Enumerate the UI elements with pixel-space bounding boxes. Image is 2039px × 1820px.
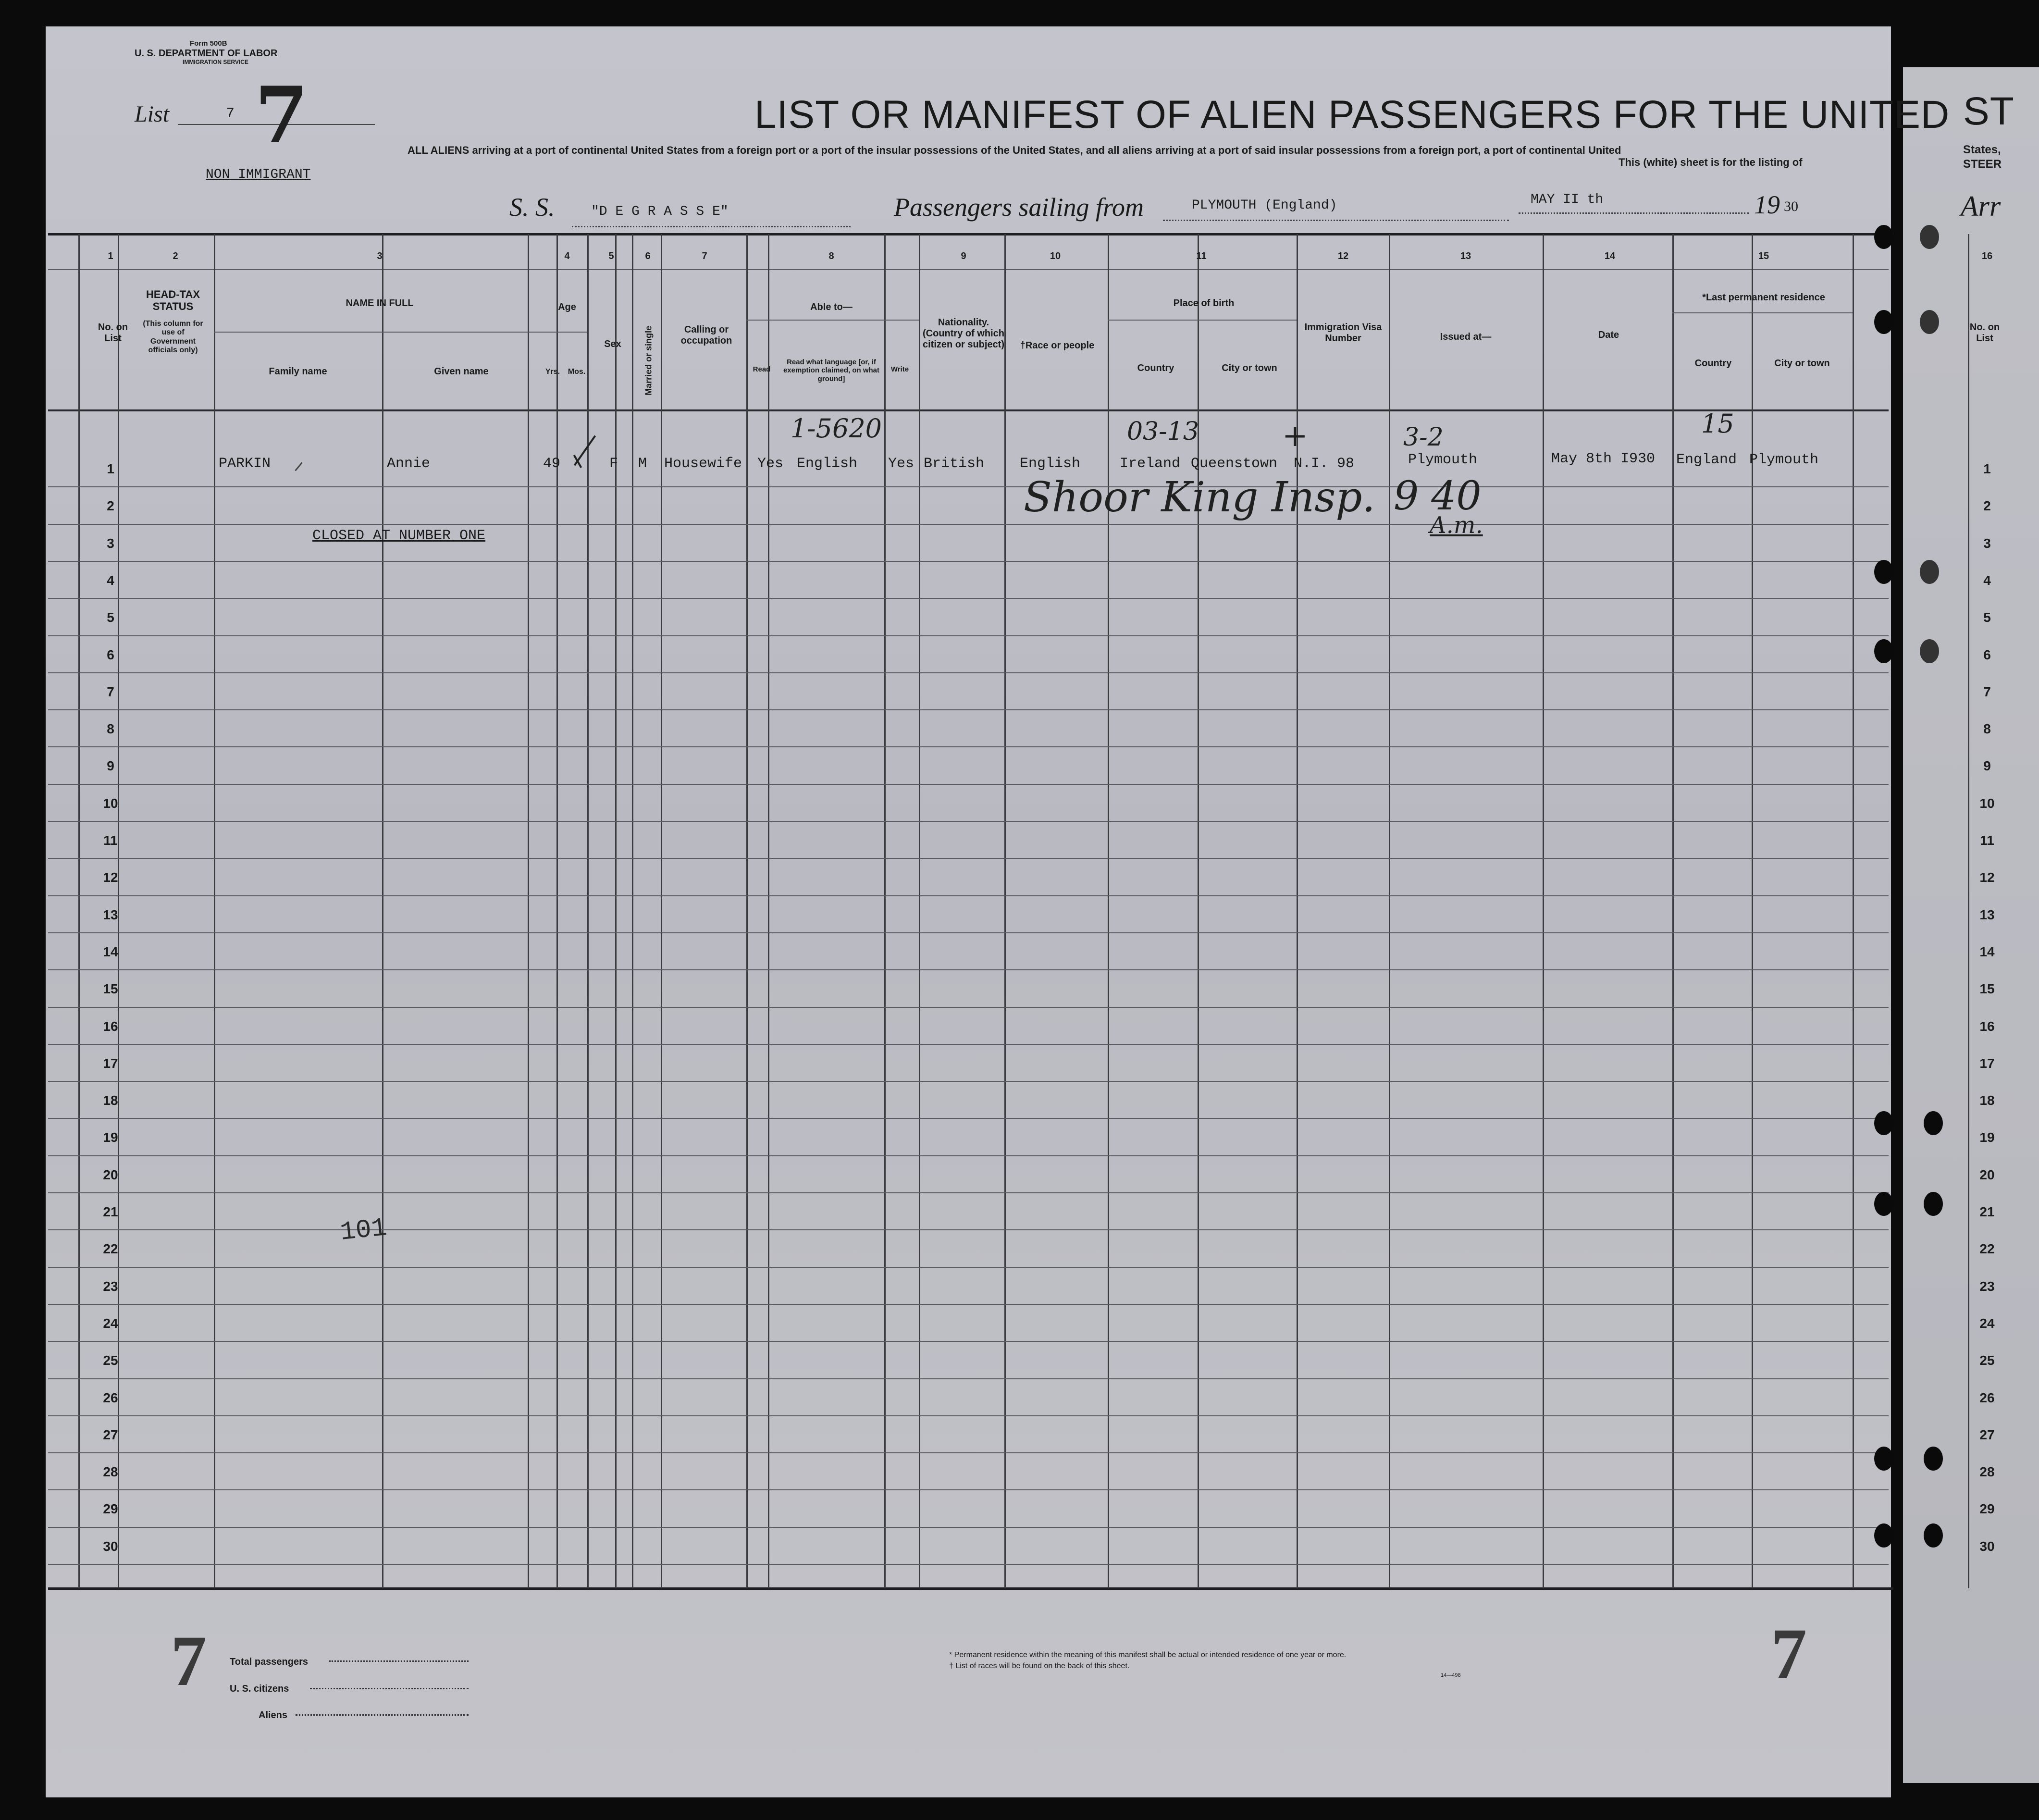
subtitle-2: This (white) sheet is for the listing of	[1619, 156, 1803, 168]
binding-hole	[1874, 1447, 1893, 1471]
column-line	[214, 234, 215, 1588]
colnum-6: 6	[645, 251, 651, 261]
row-number: 18	[103, 1093, 118, 1108]
colnum-7: 7	[702, 251, 707, 261]
row-number: 2	[107, 498, 114, 513]
column-line	[661, 234, 662, 1588]
footer-hand-7-left: 7	[171, 1621, 207, 1701]
column-line	[746, 234, 748, 1588]
colnum-12: 12	[1337, 251, 1349, 261]
sex: F	[609, 456, 618, 472]
occupation: Housewife	[664, 456, 742, 472]
row-number: 22	[103, 1241, 118, 1256]
year-suffix: 30	[1784, 198, 1798, 214]
port-underline	[1163, 219, 1509, 221]
ship-name: "D E G R A S S E"	[591, 204, 729, 219]
colnum-11: 11	[1196, 251, 1207, 261]
hdr-place-of-birth: Place of birth	[1173, 298, 1235, 309]
row-number: 23	[1979, 1279, 1995, 1294]
hdr-family-name: Family name	[269, 366, 327, 377]
row-line	[48, 486, 1889, 487]
visa-annotation: +	[1282, 418, 1308, 454]
hdr-read: Read	[753, 365, 771, 373]
given-name: Annie	[387, 456, 431, 472]
column-line	[632, 234, 633, 1588]
hdr-lr-country: Country	[1694, 358, 1732, 369]
row-number: 24	[103, 1316, 118, 1331]
row-line	[48, 1415, 1889, 1416]
marital-status: M	[638, 456, 647, 472]
row-number: 30	[1979, 1539, 1995, 1554]
row-number: 16	[1979, 1019, 1995, 1034]
colnum-15: 15	[1758, 251, 1769, 261]
sailing-label: Passengers sailing from	[894, 193, 1144, 222]
row-number: 27	[103, 1427, 118, 1442]
row-line	[48, 969, 1889, 970]
binding-hole	[1920, 560, 1939, 584]
row-number: 11	[103, 833, 118, 848]
row-number: 12	[1979, 870, 1995, 885]
ss-label: S. S.	[509, 193, 555, 222]
hdr-given-name: Given name	[434, 366, 489, 377]
hdr-able-to: Able to—	[810, 302, 853, 312]
row-number: 22	[1979, 1241, 1995, 1256]
hdr-read-language: Read what language [or, if exemption claimed, on what ground]	[783, 358, 880, 383]
colnum-5: 5	[608, 251, 614, 261]
row-number: 26	[103, 1390, 118, 1405]
hdr-issued-at: Issued at—	[1440, 332, 1492, 342]
row-number: 13	[103, 907, 118, 922]
hdr-visa-number: Immigration Visa Number	[1304, 322, 1382, 344]
subheader-line	[1108, 320, 1297, 321]
hdr-age: Age	[558, 302, 576, 312]
colnum-8: 8	[828, 251, 834, 261]
row-number: 9	[1983, 758, 1991, 773]
row-number: 24	[1979, 1316, 1995, 1331]
colnum-16: 16	[1981, 251, 1993, 261]
aliens-label: Aliens	[259, 1710, 288, 1721]
date-underline	[1519, 211, 1749, 214]
row-line	[48, 895, 1889, 896]
row-number: 8	[107, 721, 114, 736]
hdr-race: †Race or people	[1020, 340, 1095, 351]
row-line	[48, 524, 1889, 525]
hdr-name-in-full: NAME IN FULL	[346, 298, 414, 309]
ship-underline	[572, 225, 851, 227]
row-number: 6	[107, 647, 114, 662]
hdr-last-residence: *Last permanent residence	[1702, 292, 1825, 303]
row-line	[48, 858, 1889, 859]
total-passengers-line	[329, 1660, 469, 1662]
age-years: 49	[543, 456, 561, 472]
column-line	[1004, 234, 1006, 1588]
row-line	[48, 1341, 1889, 1342]
table-bottom-border	[48, 1587, 1893, 1590]
column-line	[884, 234, 886, 1588]
row-line	[48, 1155, 1889, 1156]
colnum-13: 13	[1460, 251, 1471, 261]
issued-at: Plymouth	[1408, 452, 1478, 468]
column-line	[768, 234, 769, 1588]
binding-hole	[1874, 1111, 1893, 1135]
row-line	[48, 635, 1889, 636]
total-passengers-label: Total passengers	[230, 1657, 309, 1667]
list-typed: 7	[226, 106, 235, 122]
subtitle-1: ALL ALIENS arriving at a port of continental United States from a foreign port or a port of the insular possessions of the United States, and all aliens arriving at a port of said insular possessions from a foreign port, a port of continental United	[408, 144, 1621, 156]
birth-country: Ireland	[1120, 456, 1181, 472]
row-number: 21	[103, 1204, 118, 1219]
inspector-signature: Shoor King Insp.	[1024, 473, 1375, 521]
right-sheet-sub-1: States,	[1963, 143, 2001, 156]
year-prefix: 19	[1754, 190, 1780, 219]
row-line	[48, 709, 1889, 710]
row-line	[48, 1489, 1889, 1490]
column-line	[1672, 234, 1674, 1588]
right-sheet-sub-2: STEER	[1963, 158, 2002, 171]
hdr-birth-city: City or town	[1222, 363, 1277, 373]
row-number: 20	[103, 1167, 118, 1182]
binding-hole	[1874, 310, 1893, 334]
row-line	[48, 1267, 1889, 1268]
list-handwritten: 7	[255, 70, 309, 160]
residence-country: England	[1676, 452, 1737, 468]
column-line	[1108, 234, 1109, 1588]
row-line	[48, 1007, 1889, 1008]
row-line	[48, 746, 1889, 747]
row-number: 14	[1979, 944, 1995, 959]
binding-hole	[1874, 1192, 1893, 1216]
manifest-title: LIST OR MANIFEST OF ALIEN PASSENGERS FOR THE UNITED	[754, 93, 1950, 136]
hdr-no-on-list-right: No. on List	[1969, 322, 2000, 344]
binding-hole	[1874, 639, 1893, 663]
binding-hole	[1874, 560, 1893, 584]
binding-hole	[1924, 1111, 1943, 1135]
column-line	[556, 234, 558, 1588]
hdr-nationality: Nationality. (Country of which citizen or subject)	[922, 317, 1005, 350]
binding-hole	[1874, 1523, 1893, 1548]
binding-hole	[1924, 1447, 1943, 1471]
nationality: British	[924, 456, 985, 472]
row-line	[48, 1564, 1889, 1565]
row-number: 17	[103, 1056, 118, 1071]
column-line	[1853, 234, 1854, 1588]
row-number: 3	[107, 536, 114, 551]
footnote-residence: * Permanent residence within the meaning of this manifest shall be actual or intended residence of one year or more.	[949, 1651, 1347, 1659]
hdr-sex: Sex	[604, 339, 621, 349]
us-citizens-line	[310, 1688, 469, 1689]
departure-port: PLYMOUTH (England)	[1192, 198, 1337, 213]
colnum-3: 3	[377, 251, 383, 261]
read-language: English	[797, 456, 858, 472]
inspection-time: 9 40	[1394, 473, 1482, 519]
residence-annotation: 15	[1701, 409, 1734, 439]
row-number: 13	[1979, 907, 1995, 922]
row-line	[48, 672, 1889, 673]
row-line	[48, 561, 1889, 562]
row-number: 5	[1983, 610, 1991, 625]
hdr-date: Date	[1598, 330, 1619, 340]
colnum-1: 1	[108, 251, 113, 261]
row-line	[48, 784, 1889, 785]
row-number: 29	[103, 1501, 118, 1516]
row-number: 14	[103, 944, 118, 959]
list-label: List	[135, 101, 170, 127]
colnum-10: 10	[1050, 251, 1061, 261]
row-number: 7	[107, 684, 114, 699]
row-number: 11	[1980, 833, 1994, 848]
binding-hole	[1874, 225, 1893, 249]
row-number: 25	[103, 1353, 118, 1368]
row-number: 29	[1979, 1501, 1995, 1516]
column-line	[615, 234, 617, 1588]
colnum-9: 9	[961, 251, 966, 261]
residence-city: Plymouth	[1749, 452, 1819, 468]
service: IMMIGRATION SERVICE	[183, 59, 248, 65]
birth-city: Queenstown	[1191, 456, 1278, 472]
row-number: 8	[1983, 721, 1991, 736]
colnum-4: 4	[564, 251, 570, 261]
right-sheet-arr: Arr	[1961, 190, 2001, 222]
column-line	[1752, 234, 1753, 1588]
hdr-married: Married or single	[643, 325, 654, 396]
birth-annotation: 03-13	[1127, 417, 1199, 446]
hdr-write: Write	[890, 365, 909, 373]
form-code: 14—498	[1441, 1672, 1461, 1678]
row-line	[48, 1081, 1889, 1082]
binding-hole	[1920, 639, 1939, 663]
row-line	[48, 598, 1889, 599]
header-bottom-border	[48, 409, 1889, 411]
row-number: 1	[107, 461, 114, 476]
subheader-line	[528, 332, 587, 333]
subheader-line	[1672, 312, 1853, 313]
hdr-head-tax: HEAD-TAX STATUS	[146, 288, 200, 313]
class-label: NON IMMIGRANT	[206, 167, 311, 182]
row-number: 19	[1979, 1130, 1995, 1145]
row-number: 21	[1979, 1204, 1995, 1219]
hdr-yrs: Yrs.	[545, 368, 560, 376]
row-line	[48, 932, 1889, 933]
hdr-head-tax-note: (This column for use of Government officials only)	[143, 320, 203, 355]
row-line	[48, 1378, 1889, 1379]
row-number: 23	[103, 1279, 118, 1294]
row-number: 27	[1979, 1427, 1995, 1442]
row-number: 28	[1979, 1464, 1995, 1479]
column-line	[1543, 234, 1544, 1588]
row-number: 26	[1979, 1390, 1995, 1405]
row-number: 17	[1979, 1056, 1995, 1071]
row-number: 30	[103, 1539, 118, 1554]
row-line	[48, 1044, 1889, 1045]
aliens-line	[296, 1714, 469, 1716]
row-number: 15	[103, 981, 118, 996]
footnote-races: † List of races will be found on the back of this sheet.	[949, 1662, 1130, 1670]
race: English	[1020, 456, 1081, 472]
binding-hole	[1920, 225, 1939, 249]
row-number: 5	[107, 610, 114, 625]
row-line	[48, 1192, 1889, 1193]
table-top-border	[48, 233, 1893, 235]
column-line	[587, 234, 589, 1588]
subheader-line	[746, 320, 919, 321]
binding-hole	[1924, 1192, 1943, 1216]
row-number: 19	[103, 1130, 118, 1145]
row-number: 7	[1983, 684, 1991, 699]
stamp-number: 101	[339, 1213, 389, 1248]
row-line	[48, 1229, 1889, 1230]
row-number: 16	[103, 1019, 118, 1034]
row-line	[48, 1452, 1889, 1453]
row-line	[48, 1304, 1889, 1305]
hdr-lr-city: City or town	[1774, 358, 1830, 369]
form-number: Form 500B	[190, 39, 227, 48]
read-language-annotation: 1-5620	[791, 413, 882, 444]
row-number: 2	[1983, 498, 1991, 513]
row-number: 6	[1983, 647, 1991, 662]
binding-hole	[1924, 1523, 1943, 1548]
hdr-no-on-list: No. on List	[98, 322, 128, 344]
binding-hole	[1920, 310, 1939, 334]
us-citizens-label: U. S. citizens	[230, 1684, 289, 1694]
subheader-line	[214, 332, 528, 333]
column-line	[1389, 234, 1390, 1588]
colnum-14: 14	[1604, 251, 1616, 261]
row-number: 20	[1979, 1167, 1995, 1182]
family-name: PARKIN	[219, 456, 271, 472]
row-number: 1	[1983, 461, 1991, 476]
row-number: 15	[1979, 981, 1995, 996]
hdr-calling: Calling or occupation	[680, 324, 732, 346]
row-line	[48, 821, 1889, 822]
row-number: 10	[103, 796, 118, 811]
row-number: 9	[107, 758, 114, 773]
inspection-time-suffix: A.m.	[1430, 512, 1483, 539]
can-write: Yes	[888, 456, 914, 472]
manifest-sheet	[46, 26, 1891, 1797]
row-line	[48, 1527, 1889, 1528]
can-read: Yes	[757, 456, 784, 472]
issued-annotation: 3-2	[1403, 423, 1444, 452]
department: U. S. DEPARTMENT OF LABOR	[135, 48, 278, 59]
row-number: 3	[1983, 536, 1991, 551]
closed-note: CLOSED AT NUMBER ONE	[312, 528, 486, 544]
col-number-divider	[48, 269, 1889, 270]
column-line	[528, 234, 529, 1588]
visa-date: May 8th I930	[1551, 451, 1656, 467]
column-line	[382, 234, 383, 1588]
sailing-date: MAY II th	[1531, 192, 1604, 207]
row-number: 4	[107, 573, 114, 588]
hdr-birth-country: Country	[1137, 363, 1174, 373]
row-number: 25	[1979, 1353, 1995, 1368]
row-number: 28	[103, 1464, 118, 1479]
column-line	[78, 234, 80, 1588]
hdr-mos: Mos.	[568, 368, 586, 376]
footer-hand-7-right: 7	[1771, 1614, 1807, 1694]
visa-number: N.I. 98	[1294, 456, 1355, 472]
row-line	[48, 1118, 1889, 1119]
column-line	[919, 234, 920, 1588]
row-number: 18	[1979, 1093, 1995, 1108]
row-number: 12	[103, 870, 118, 885]
row-number: 4	[1983, 573, 1991, 588]
title-continuation: ST	[1963, 89, 2014, 133]
colnum-2: 2	[173, 251, 178, 261]
row-number: 10	[1979, 796, 1995, 811]
